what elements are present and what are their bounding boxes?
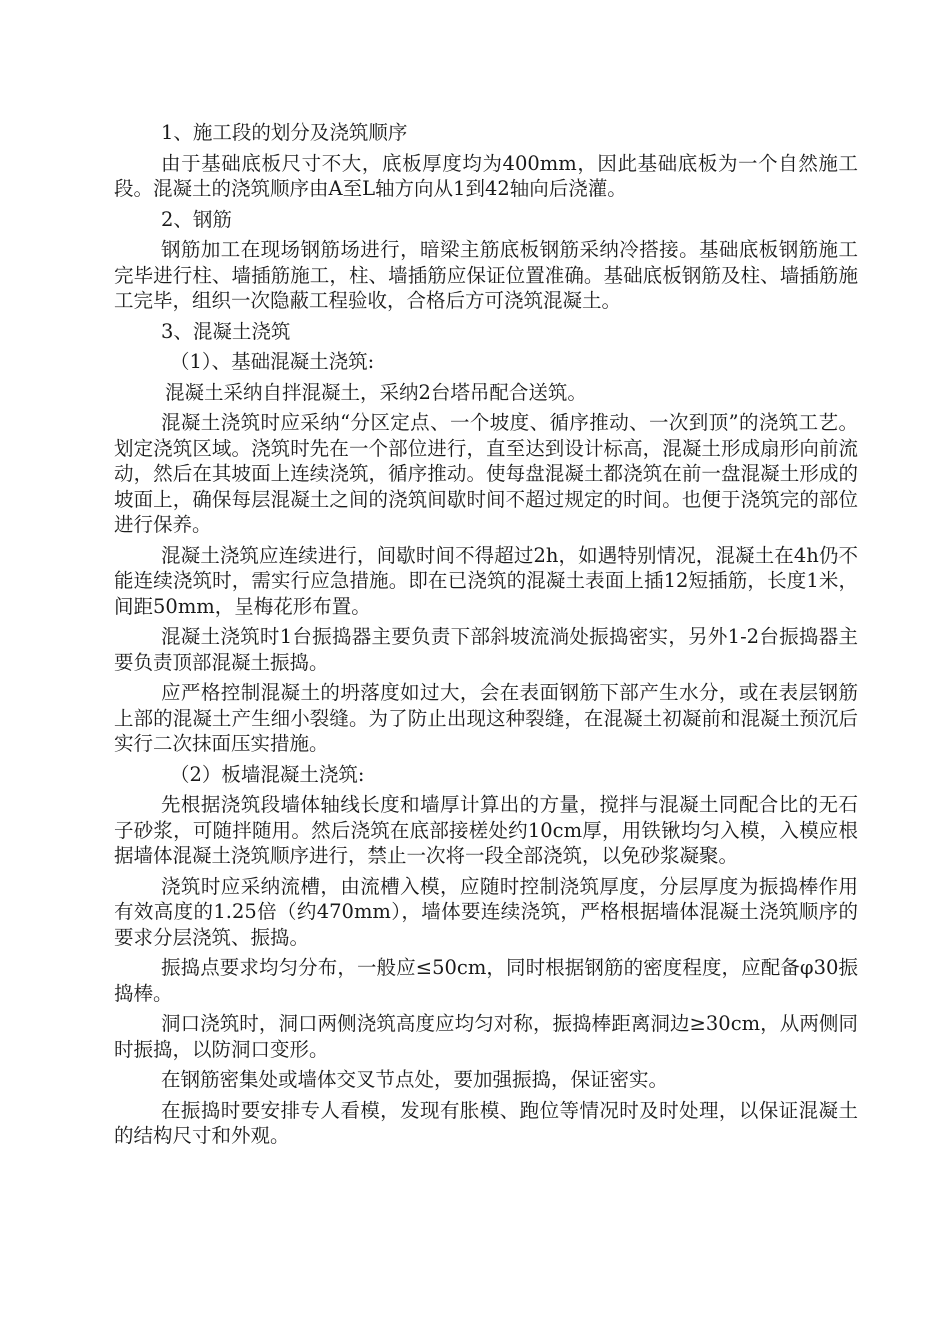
section-heading-1: 1、施工段的划分及浇筑顺序 (161, 121, 408, 144)
paragraph: 在钢筋密集处或墙体交叉节点处，要加强振捣，保证密实。 (161, 1068, 669, 1091)
subsection-heading-1: （1）、基础混凝土浇筑: (170, 350, 375, 373)
paragraph: 应严格控制混凝土的坍落度如过大，会在表面钢筋下部产生水分，或在表层钢筋上部的混凝土产生细小裂缝。为了防止出现这种裂缝，在混凝土初凝前和混凝土预沉后实行二次抹面压实措施。 (114, 681, 858, 755)
subsection-heading-2: （2）板墙混凝土浇筑: (170, 762, 365, 786)
paragraph: 先根据浇筑段墙体轴线长度和墙厚计算出的方量，搅拌与混凝土同配合比的无石子砂浆，可随拌随用。然后浇筑在底部接槎处约10cm厚，用铁锹均匀入模，入模应根据墙体混凝土浇筑顺序进行，禁止一次将一段全部浇筑，以免砂浆凝聚。 (114, 793, 858, 867)
paragraph: 混凝土浇筑应连续进行，间歇时间不得超过2h，如遇特别情况，混凝土在4h仍不能连续浇筑时，需实行应急措施。即在已浇筑的混凝土表面上插12短插筋，长度1米，间距50mm，呈梅花形布置。 (114, 543, 858, 618)
document-body (114, 120, 858, 1154)
paragraph: 振捣点要求均匀分布，一般应≤50cm，同时根据钢筋的密度程度，应配备φ30振捣棒。 (114, 956, 858, 1005)
section-heading-3: 3、混凝土浇筑 (161, 319, 291, 343)
paragraph: 混凝土浇筑时应采纳“分区定点、一个坡度、循序推动、一次到顶”的浇筑工艺。划定浇筑区域。浇筑时先在一个部位进行，直至达到设计标高，混凝土形成扇形向前流动，然后在其坡面上连续浇筑，循序推动。使每盘混凝土都浇筑在前一盘混凝土形成的坡面上，确保每层混凝土之间的浇筑间歇时间不超过规定的时间。也便于浇筑完的部位进行保养。 (114, 411, 858, 536)
paragraph: 混凝土采纳自拌混凝土，采纳2台塔吊配合送筑。 (165, 380, 587, 404)
paragraph: 在振捣时要安排专人看模，发现有胀模、跑位等情况时及时处理，以保证混凝土的结构尺寸和外观。 (114, 1098, 858, 1147)
paragraph: 洞口浇筑时，洞口两侧浇筑高度应均匀对称，振捣棒距离洞边≥30cm，从两侧同时振捣，以防洞口变形。 (114, 1012, 858, 1061)
paragraph: 混凝土浇筑时1台振捣器主要负责下部斜坡流淌处振捣密实，另外1-2台振捣器主要负责顶部混凝土振捣。 (114, 625, 858, 674)
paragraph: 由于基础底板尺寸不大，底板厚度均为400mm，因此基础底板为一个自然施工段。混凝土的浇筑顺序由A至L轴方向从1到42轴向后浇灌。 (114, 151, 858, 200)
paragraph: 钢筋加工在现场钢筋场进行，暗梁主筋底板钢筋采纳冷搭接。基础底板钢筋施工完毕进行柱、墙插筋施工，柱、墙插筋应保证位置准确。基础底板钢筋及柱、墙插筋施工完毕，组织一次隐蔽工程验收，合格后方可浇筑混凝土。 (114, 238, 858, 312)
paragraph: 浇筑时应采纳流槽，由流槽入模，应随时控制浇筑厚度，分层厚度为振捣棒作用有效高度的1.25倍（约470mm），墙体要连续浇筑，严格根据墙体混凝土浇筑顺序的要求分层浇筑、振捣。 (114, 874, 858, 949)
section-heading-2: 2、钢筋 (161, 207, 232, 231)
